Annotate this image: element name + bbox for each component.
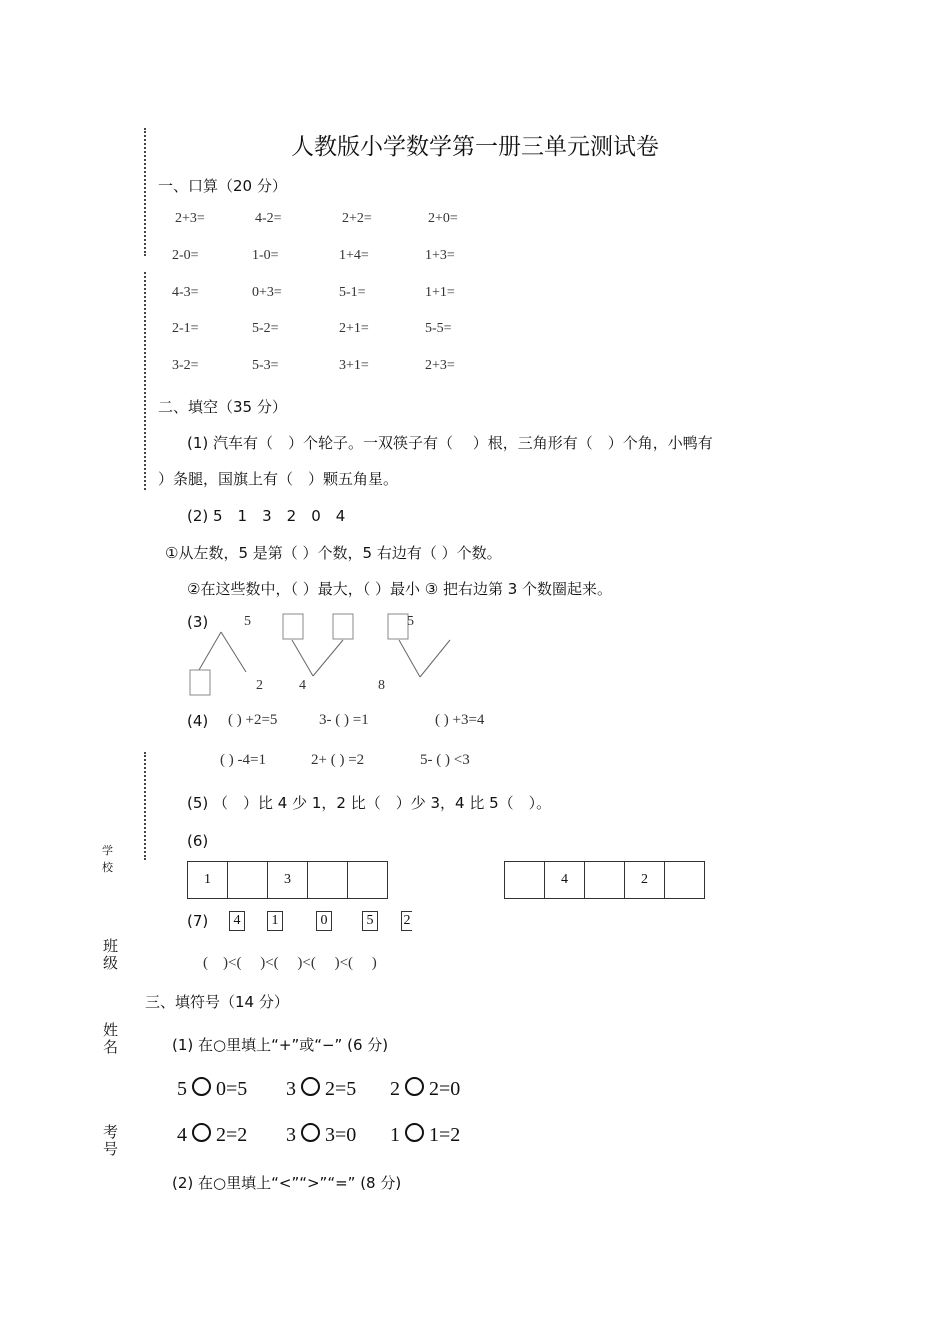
q1-line2: ）条腿，国旗上有（ ）颗五角星。 [158, 470, 399, 488]
number-sequence-1 [187, 861, 388, 899]
circle-blank[interactable] [405, 1123, 424, 1142]
symbol-equation [390, 1077, 460, 1101]
fill-blank-equation: ( ) +2=5 [228, 712, 278, 728]
q7-order-blanks: ( )<( )<( )<( )<( ) [203, 955, 377, 971]
number-card: 0 [316, 911, 332, 931]
math-problem: 4-2= [255, 211, 282, 226]
number-card: 5 [362, 911, 378, 931]
section3-heading: 三、填符号（14 分） [145, 993, 289, 1011]
math-problem: 1+4= [339, 248, 369, 263]
side-label-school: 学校 [102, 844, 113, 874]
sequence-cell[interactable] [505, 862, 545, 898]
sequence-cell[interactable] [585, 862, 625, 898]
symbol-equation [390, 1123, 460, 1147]
math-problem: 5-1= [339, 285, 366, 300]
sequence-cell[interactable] [665, 862, 704, 898]
math-problem: 3-2= [172, 358, 199, 373]
section2-heading: 二、填空（35 分） [158, 398, 287, 416]
left-operand: 3 [286, 1078, 296, 1100]
circle-blank[interactable] [405, 1077, 424, 1096]
math-problem: 5-5= [425, 321, 452, 336]
number-card: 1 [267, 911, 283, 931]
math-problem: 1+3= [425, 248, 455, 263]
math-problem: 2+2= [342, 211, 372, 226]
right-part: 3=0 [325, 1124, 357, 1146]
sequence-cell[interactable] [348, 862, 387, 898]
math-problem: 1+1= [425, 285, 455, 300]
bond-line [221, 632, 246, 672]
q2-part-a: ①从左数，5 是第（ ）个数，5 右边有（ ）个数。 [165, 544, 502, 562]
bond-line [420, 640, 450, 677]
right-part: 1=2 [429, 1124, 461, 1146]
answer-box [333, 614, 353, 639]
symbol-equation [177, 1123, 247, 1147]
left-operand: 1 [390, 1124, 400, 1146]
number-card: 4 [229, 911, 245, 931]
right-part: 2=0 [429, 1078, 461, 1100]
math-problem: 0+3= [252, 285, 282, 300]
circle-blank[interactable] [301, 1123, 320, 1142]
sequence-cell[interactable]: 2 [625, 862, 665, 898]
section1-heading: 一、口算（20 分） [158, 177, 287, 195]
side-label-name: 姓名 [103, 1021, 119, 1056]
right-part: 2=5 [325, 1078, 357, 1100]
fill-blank-equation: 5- ( ) <3 [420, 752, 470, 768]
math-problem: 3+1= [339, 358, 369, 373]
symbol-equation [286, 1077, 356, 1101]
binding-line [144, 752, 146, 860]
answer-box [388, 614, 408, 639]
fill-blank-equation: ( ) -4=1 [220, 752, 266, 768]
q5-text: (5) （ ）比 4 少 1，2 比（ ）少 3，4 比 5（ ）。 [187, 794, 552, 812]
bond-line [399, 640, 420, 677]
math-problem: 1-0= [252, 248, 279, 263]
math-problem: 2+1= [339, 321, 369, 336]
page-title: 人教版小学数学第一册三单元测试卷 [291, 134, 659, 160]
number-card: 2 [401, 911, 412, 931]
q6-label: (6) [187, 832, 209, 850]
math-problem: 2-1= [172, 321, 199, 336]
answer-box [283, 614, 303, 639]
circle-blank[interactable] [192, 1077, 211, 1096]
tree2-top: 5 [407, 614, 414, 629]
q4-label: (4) [187, 712, 209, 730]
right-part: 0=5 [216, 1078, 248, 1100]
symbol-equation [286, 1123, 356, 1147]
left-operand: 2 [390, 1078, 400, 1100]
circle-blank[interactable] [192, 1123, 211, 1142]
q2-part-b: ②在这些数中，（ ）最大，（ ）最小 ③ 把右边第 3 个数圈起来。 [187, 580, 613, 598]
fill-blank-equation: ( ) +3=4 [435, 712, 485, 728]
math-problem: 2-0= [172, 248, 199, 263]
sequence-cell[interactable]: 1 [188, 862, 228, 898]
bond-line [199, 632, 221, 670]
math-problem: 5-3= [252, 358, 279, 373]
left-operand: 4 [177, 1124, 187, 1146]
right-part: 2=2 [216, 1124, 248, 1146]
q1-line1: (1) 汽车有（ ）个轮子。一双筷子有（ ）根，三角形有（ ）个角，小鸭有 [187, 434, 713, 452]
answer-box [190, 670, 210, 695]
math-problem: 4-3= [172, 285, 199, 300]
side-label-class: 班级 [103, 937, 119, 972]
tree1-left: 2 [256, 678, 263, 693]
left-operand: 5 [177, 1078, 187, 1100]
sequence-cell[interactable]: 4 [545, 862, 585, 898]
q3-label: (3) [187, 613, 209, 631]
sequence-cell[interactable]: 3 [268, 862, 308, 898]
bond-line [292, 640, 313, 676]
sequence-cell[interactable] [228, 862, 268, 898]
math-problem: 2+3= [425, 358, 455, 373]
math-problem: 2+0= [428, 211, 458, 226]
symbol-equation [177, 1077, 247, 1101]
section3-q2: (2) 在○里填上“<”“>”“=” (8 分) [172, 1174, 402, 1192]
math-problem: 2+3= [175, 211, 205, 226]
q7-label: (7) [187, 912, 209, 930]
fill-blank-equation: 3- ( ) =1 [319, 712, 369, 728]
q2-numbers: (2) 5 1 3 2 0 4 [187, 507, 346, 525]
math-problem: 5-2= [252, 321, 279, 336]
sequence-cell[interactable] [308, 862, 348, 898]
tree1-right: 4 [299, 678, 306, 693]
fill-blank-equation: 2+ ( ) =2 [311, 752, 365, 768]
left-operand: 3 [286, 1124, 296, 1146]
circle-blank[interactable] [301, 1077, 320, 1096]
bond-line [313, 640, 343, 676]
tree2-bottom: 8 [378, 678, 385, 693]
number-sequence-2 [504, 861, 705, 899]
tree1-top: 5 [244, 614, 251, 629]
side-label-exam-no: 考号 [103, 1123, 119, 1158]
section3-q1: (1) 在○里填上“+”或“−” (6 分) [172, 1036, 389, 1054]
